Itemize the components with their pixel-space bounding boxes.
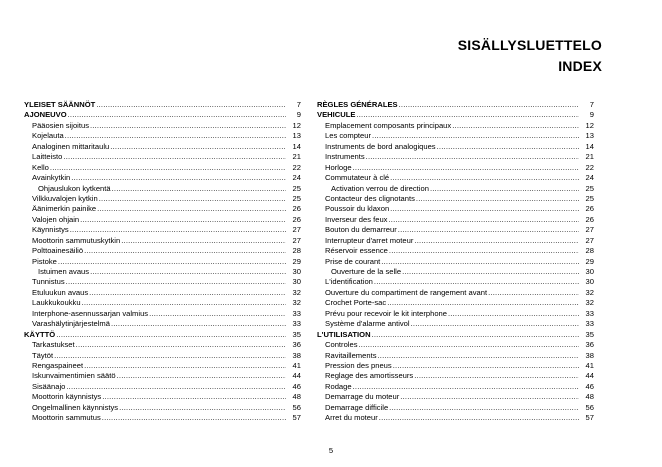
toc-entry-label: Laukkukoukku [32, 298, 81, 308]
toc-entry-page: 13 [585, 131, 594, 141]
toc-column-french [317, 100, 594, 424]
toc-entry [24, 319, 301, 329]
toc-entry-label: Pression des pneus [325, 360, 392, 370]
toc-entry [317, 163, 594, 173]
leader-dots [452, 121, 579, 131]
toc-entry [24, 204, 301, 214]
toc-entry [317, 236, 594, 246]
toc-entry-label: Tunnistus [32, 277, 65, 287]
toc-entry [24, 152, 301, 162]
toc-entry-page: 46 [292, 381, 301, 391]
leader-dots [121, 236, 286, 246]
toc-entry-label: Pääosien sijoitus [32, 120, 89, 130]
toc-entry-page: 32 [292, 287, 301, 297]
toc-entry-label: Moottorin käynnistys [32, 392, 102, 402]
toc-entry-page: 28 [292, 246, 301, 256]
toc-entry-label: L'UTILISATION [317, 329, 371, 339]
toc-entry-label: Inverseur des feux [325, 214, 388, 224]
toc-entry-page: 30 [292, 267, 301, 276]
toc-entry-page: 30 [585, 277, 594, 287]
leader-dots [372, 330, 579, 340]
toc-entry-page: 36 [585, 340, 594, 350]
toc-entry-page: 12 [585, 120, 594, 130]
leader-dots [390, 204, 579, 214]
leader-dots [89, 288, 286, 298]
toc-entry [24, 351, 301, 361]
toc-entry-label: Commutateur à clé [325, 173, 390, 183]
toc-entry-label: Polttoainesäiliö [32, 246, 84, 256]
toc-entry [317, 277, 594, 287]
toc-entry-label: Arret du moteur [325, 413, 378, 423]
toc-entry [317, 204, 594, 214]
leader-dots [437, 142, 579, 152]
toc-entry-label: Pistoke [32, 256, 57, 266]
toc-entry-page: 46 [585, 381, 594, 391]
toc-entry [24, 236, 301, 246]
toc-entry [24, 288, 301, 298]
toc-entry-page: 41 [292, 360, 301, 370]
leader-dots [414, 371, 579, 381]
toc-entry-label: Etuluukun avaus [32, 287, 89, 297]
toc-entry [317, 121, 594, 131]
toc-entry [317, 309, 594, 319]
leader-dots [65, 131, 286, 141]
toc-entry-page: 32 [585, 287, 594, 297]
toc-entry-label: Activation verrou de direction [331, 183, 429, 193]
toc-entry-label: Analoginen mittaritaulu [32, 141, 110, 151]
toc-entry-label: Ongelmallinen käynnistys [32, 402, 119, 412]
toc-entry-label: Ouverture du compartiment de rangement avant [325, 287, 488, 297]
toc-entry-label: Istuimen avaus [38, 267, 90, 276]
leader-dots [372, 131, 579, 141]
leader-dots [66, 277, 286, 287]
toc-entry-label: Äänimerkin painike [32, 204, 97, 214]
leader-dots [71, 173, 286, 183]
leader-dots [390, 173, 579, 183]
leader-dots [97, 204, 286, 214]
toc-entry [24, 361, 301, 371]
leader-dots [379, 413, 579, 423]
toc-section-heading [317, 330, 594, 340]
toc-entry-label: KÄYTTÖ [24, 329, 56, 339]
toc-entry-label: Interphone-asennussarjan valmius [32, 308, 149, 318]
leader-dots [402, 267, 579, 277]
leader-dots [388, 215, 579, 225]
toc-section-heading [24, 110, 301, 120]
leader-dots [50, 163, 286, 173]
toc-entry-label: AJONEUVO [24, 110, 67, 120]
toc-entry-label: Système d'alarme antivol [325, 319, 410, 329]
leader-dots [82, 298, 286, 308]
toc-entry [317, 351, 594, 361]
toc-entry-page: 41 [585, 360, 594, 370]
leader-dots [353, 163, 579, 173]
toc-entry-page: 13 [292, 131, 301, 141]
toc-entry [24, 298, 301, 308]
leader-dots [76, 340, 286, 350]
toc-entry-page: 44 [585, 371, 594, 381]
leader-dots [353, 382, 579, 392]
toc-section-heading [24, 100, 301, 110]
toc-entry [24, 257, 301, 267]
toc-entry [317, 298, 594, 308]
leader-dots [70, 225, 286, 235]
toc-entry-label: Reglage des amortisseurs [325, 371, 414, 381]
toc-entry-label: Réservoir essence [325, 246, 388, 256]
toc-entry-label: Varashälytinjärjestelmä [32, 319, 110, 329]
toc-entry-page: 25 [585, 183, 594, 193]
toc-entry-page: 29 [292, 256, 301, 266]
leader-dots [119, 403, 286, 413]
toc-entry-page: 57 [585, 413, 594, 423]
toc-entry [24, 403, 301, 413]
toc-entry-label: Poussoir du klaxon [325, 204, 390, 214]
toc-entry [317, 382, 594, 392]
toc-entry [317, 413, 594, 423]
toc-entry-page: 38 [292, 350, 301, 360]
toc-entry-label: Valojen ohjain [32, 214, 80, 224]
toc-entry [24, 225, 301, 235]
toc-entry-page: 9 [296, 110, 301, 120]
toc-section-heading [317, 110, 594, 120]
toc-entry-page: 33 [292, 308, 301, 318]
toc-entry-page: 22 [585, 162, 594, 172]
toc-entry [317, 225, 594, 235]
toc-entry [24, 194, 301, 204]
toc-entry-label: VEHICULE [317, 110, 356, 120]
toc-entry-page: 38 [585, 350, 594, 360]
toc-entry-page: 33 [585, 308, 594, 318]
leader-dots [387, 298, 579, 308]
leader-dots [102, 413, 286, 423]
toc-entry-page: 9 [589, 110, 594, 120]
toc-entry-page: 21 [585, 152, 594, 162]
toc-entry [24, 184, 301, 194]
toc-entry-label: Ohjauslukon kytkentä [38, 183, 111, 193]
toc-entry-page: 14 [292, 141, 301, 151]
toc-entry-page: 25 [585, 193, 594, 203]
leader-dots [102, 392, 286, 402]
leader-dots [54, 351, 286, 361]
toc-entry-label: Iskunvaimentimien säätö [32, 371, 116, 381]
toc-entry-page: 27 [585, 225, 594, 235]
toc-entry [24, 267, 301, 277]
toc-entry [317, 131, 594, 141]
page-title: SISÄLLYSLUETTELO [457, 37, 602, 53]
toc-entry-label: Kello [32, 162, 49, 172]
toc-entry-page: 26 [585, 204, 594, 214]
leader-dots [414, 236, 579, 246]
toc-entry-page: 25 [292, 193, 301, 203]
toc-entry-label: Tarkastukset [32, 340, 75, 350]
leader-dots [389, 246, 579, 256]
toc-entry-label: Ouverture de la selle [331, 267, 402, 276]
toc-entry-page: 24 [292, 173, 301, 183]
leader-dots [430, 184, 579, 194]
toc-entry-label: Bouton du demarreur [325, 225, 397, 235]
toc-entry-label: Moottorin sammutus [32, 413, 101, 423]
toc-entry-page: 26 [292, 204, 301, 214]
toc-entry-page: 30 [585, 267, 594, 276]
toc-entry-page: 32 [585, 298, 594, 308]
leader-dots [366, 152, 579, 162]
leader-dots [96, 100, 286, 110]
toc-entry [24, 340, 301, 350]
toc-entry-page: 30 [292, 277, 301, 287]
leader-dots [356, 110, 579, 120]
page-subtitle: INDEX [558, 58, 602, 74]
leader-dots [389, 403, 579, 413]
toc-entry-page: 7 [296, 100, 301, 109]
toc-entry-page: 35 [292, 329, 301, 339]
toc-entry-label: Emplacement composants principaux [325, 120, 452, 130]
leader-dots [393, 361, 579, 371]
toc-entry [317, 173, 594, 183]
toc-entry-page: 44 [292, 371, 301, 381]
toc-entry-page: 21 [292, 152, 301, 162]
toc-section-heading [24, 330, 301, 340]
leader-dots [110, 142, 286, 152]
toc-entry-page: 24 [585, 173, 594, 183]
toc-entry-label: Controles [325, 340, 358, 350]
toc-entry [317, 257, 594, 267]
toc-entry [317, 184, 594, 194]
leader-dots [84, 246, 286, 256]
toc-entry [317, 267, 594, 277]
toc-entry [24, 173, 301, 183]
toc-entry-label: Les compteur [325, 131, 372, 141]
toc-entry [24, 142, 301, 152]
leader-dots [359, 340, 580, 350]
toc-entry [317, 403, 594, 413]
toc-entry-label: Sisäänajo [32, 381, 66, 391]
toc-entry-page: 32 [292, 298, 301, 308]
toc-column-finnish [24, 100, 301, 424]
toc-entry-page: 35 [585, 329, 594, 339]
toc-entry-page: 27 [585, 235, 594, 245]
toc-entry-page: 33 [585, 319, 594, 329]
toc-entry-page: 27 [292, 235, 301, 245]
toc-entry-page: 26 [585, 214, 594, 224]
toc-entry-page: 7 [589, 100, 594, 109]
toc-entry-page: 48 [292, 392, 301, 402]
leader-dots [378, 351, 580, 361]
toc-entry-page: 28 [585, 246, 594, 256]
leader-dots [117, 371, 286, 381]
leader-dots [56, 330, 286, 340]
toc-entry-label: Rodage [325, 381, 352, 391]
page-number: 5 [328, 446, 334, 455]
leader-dots [149, 309, 286, 319]
toc-entry-page: 57 [292, 413, 301, 423]
toc-entry [24, 163, 301, 173]
leader-dots [84, 361, 286, 371]
toc-entry [317, 215, 594, 225]
toc-entry-page: 33 [292, 319, 301, 329]
toc-entry [24, 392, 301, 402]
toc-entry [24, 121, 301, 131]
leader-dots [111, 319, 286, 329]
toc-entry-label: Ravitaillements [325, 350, 377, 360]
toc-entry [24, 215, 301, 225]
leader-dots [400, 392, 579, 402]
toc-entry-label: YLEISET SÄÄNNÖT [24, 100, 96, 109]
leader-dots [398, 225, 579, 235]
toc-entry [317, 361, 594, 371]
leader-dots [488, 288, 579, 298]
toc-entry [317, 194, 594, 204]
toc-entry-label: Laitteisto [32, 152, 63, 162]
toc-entry-page: 27 [292, 225, 301, 235]
toc-entry-page: 25 [292, 183, 301, 193]
toc-entry [317, 371, 594, 381]
toc-entry-label: Demarrage du moteur [325, 392, 400, 402]
toc-entry-label: Crochet Porte-sac [325, 298, 387, 308]
toc-entry [317, 392, 594, 402]
toc-entry [24, 382, 301, 392]
toc-entry-label: Demarrage difficile [325, 402, 389, 412]
toc-entry-label: Prise de courant [325, 256, 381, 266]
toc-entry [317, 319, 594, 329]
leader-dots [90, 267, 286, 277]
toc-entry [317, 246, 594, 256]
toc-entry-page: 36 [292, 340, 301, 350]
toc-entry-label: Avainkytkin [32, 173, 71, 183]
toc-entry-label: Prévu pour recevoir le kit interphone [325, 308, 447, 318]
leader-dots [448, 309, 579, 319]
toc-entry [317, 340, 594, 350]
leader-dots [112, 184, 286, 194]
leader-dots [99, 194, 286, 204]
toc-entry [24, 277, 301, 287]
leader-dots [58, 257, 286, 267]
toc-entry-page: 56 [292, 402, 301, 412]
toc-entry-label: Moottorin sammutuskytkin [32, 235, 121, 245]
toc-entry-page: 48 [585, 392, 594, 402]
toc-entry [317, 142, 594, 152]
toc-entry-page: 22 [292, 162, 301, 172]
leader-dots [80, 215, 286, 225]
toc-entry-label: Instruments [325, 152, 365, 162]
toc-entry [317, 152, 594, 162]
toc-entry [24, 371, 301, 381]
toc-entry-label: Interrupteur d'arret moteur [325, 235, 414, 245]
toc-entry-label: L'identification [325, 277, 373, 287]
leader-dots [381, 257, 579, 267]
toc-entry-label: Vilkkuvalojen kytkin [32, 193, 98, 203]
toc-entry-label: RÈGLES GÉNÉRALES [317, 100, 398, 109]
toc-entry [24, 309, 301, 319]
leader-dots [66, 382, 286, 392]
leader-dots [90, 121, 286, 131]
leader-dots [63, 152, 286, 162]
toc-entry-label: Käynnistys [32, 225, 69, 235]
toc-entry-page: 29 [585, 256, 594, 266]
leader-dots [374, 277, 579, 287]
toc-entry-label: Rengaspaineet [32, 360, 84, 370]
leader-dots [399, 100, 579, 110]
toc-section-heading [317, 100, 594, 110]
toc-entry [317, 288, 594, 298]
toc-entry-label: Täytöt [32, 350, 54, 360]
toc-entry-label: Horloge [325, 162, 352, 172]
toc-entry-label: Instruments de bord analogiques [325, 141, 436, 151]
toc-entry-label: Kojelauta [32, 131, 64, 141]
toc-entry-page: 12 [292, 120, 301, 130]
toc-entry-page: 14 [585, 141, 594, 151]
toc-entry-label: Contacteur des clignotants [325, 193, 415, 203]
toc-entry [24, 246, 301, 256]
leader-dots [416, 194, 579, 204]
toc-entry [24, 413, 301, 423]
toc-entry-page: 26 [292, 214, 301, 224]
leader-dots [411, 319, 579, 329]
toc-entry-page: 56 [585, 402, 594, 412]
toc-entry [24, 131, 301, 141]
leader-dots [68, 110, 286, 120]
